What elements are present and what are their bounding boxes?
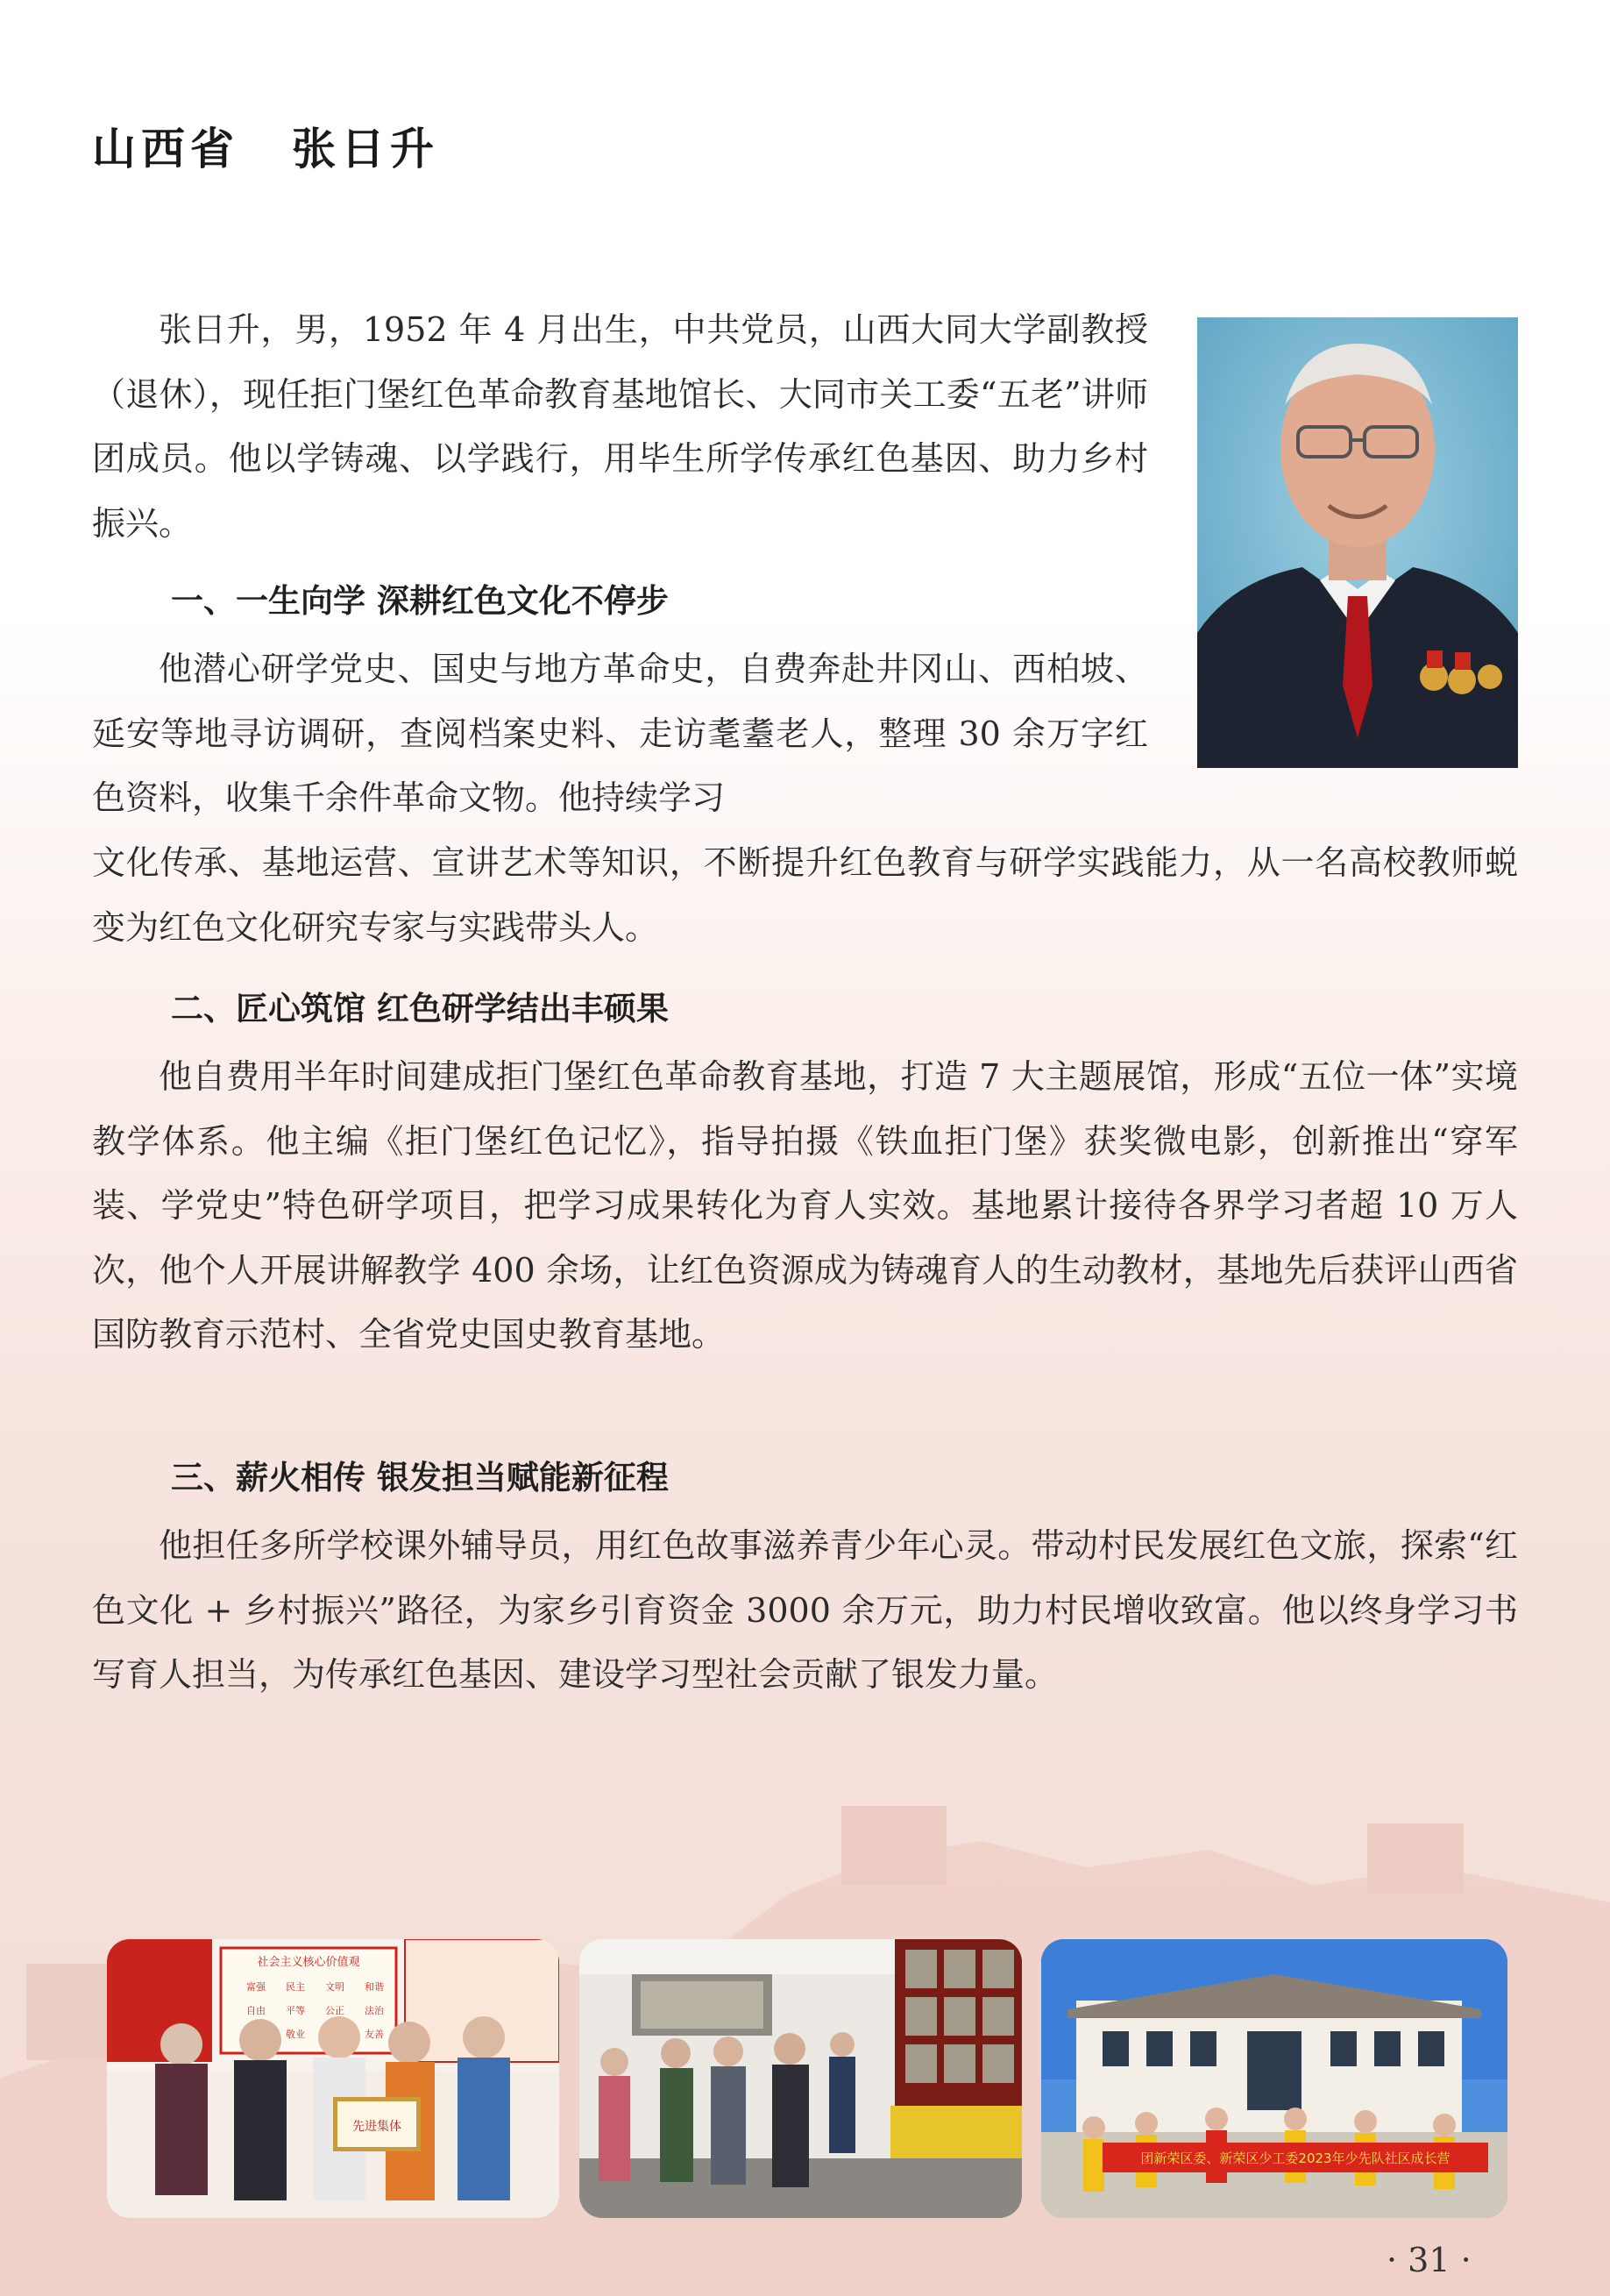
section-2-paragraph: 他自费用半年时间建成拒门堡红色革命教育基地，打造 7 大主题展馆，形成“五位一体”实境教学体系。他主编《拒门堡红色记忆》，指导拍摄《铁血拒门堡》获奖微电影，创新推出“穿军装、学党史”特色研学项目，把学习成果转化为育人实效。基地累计接待各界学习者超 10 万人次，他个人开展讲解教学 400 余场，让红色资源成为铸魂育人的生动教材，基地先后获评山西省国防教育示范村、全省党史国史教育基地。: [92, 1057, 1518, 1354]
photo-exhibition-hall: [579, 1939, 1022, 2218]
section-3-heading: 三、薪火相传 银发担当赋能新征程: [171, 1459, 669, 1496]
section-2-heading: 二、匠心筑馆 红色研学结出丰硕果: [171, 990, 669, 1027]
section-1-paragraph-part1: 他潜心研学党史、国史与地方革命史，自费奔赴井冈山、西柏坡、延安等地寻访调研，查阅档案史料、走访耄耋老人，整理 30 余万字红色资料，收集千余件革命文物。他持续学习: [92, 650, 1148, 818]
value-12: 友善: [365, 2029, 384, 2040]
banner-text: 团新荣区委、新荣区少工委2023年少先队社区成长营: [1140, 2150, 1450, 2166]
value-1: 富强: [246, 1981, 266, 1993]
portrait-photo: [1197, 317, 1518, 768]
value-3: 文明: [325, 1981, 344, 1993]
intro-paragraph: 张日升，男，1952 年 4 月出生，中共党员，山西大同大学副教授（退休），现任拒门堡红色革命教育基地馆长、大同市关工委“五老”讲师团成员。他以学铸魂、以学践行，用毕生所学传承红色基因、助力乡村振兴。: [92, 310, 1148, 543]
page-title: [92, 114, 439, 177]
section-3-paragraph: 他担任多所学校课外辅导员，用红色故事滋养青少年心灵。带动村民发展红色文旅，探索“红色文化 + 乡村振兴”路径，为家乡引育资金 3000 余万元，助力村民增收致富。他以终身学习书写育人担当，为传承红色基因、建设学习型社会贡献了银发力量。: [92, 1526, 1518, 1695]
photo-award-ceremony: [107, 1939, 559, 2218]
value-7: 公正: [325, 2005, 344, 2016]
person-name: 张日升: [292, 124, 439, 174]
province-label: 山西省: [92, 124, 239, 174]
section-1-heading: 一、一生向学 深耕红色文化不停步: [171, 582, 669, 620]
value-2: 民主: [286, 1981, 305, 1993]
section-1-paragraph-part2: 文化传承、基地运营、宣讲艺术等知识，不断提升红色教育与研学实践能力，从一名高校教师蜕变为红色文化研究专家与实践带头人。: [92, 843, 1518, 947]
value-5: 自由: [246, 2005, 266, 2016]
value-6: 平等: [286, 2005, 305, 2016]
value-4: 和谐: [365, 1981, 384, 1993]
certificate-text: 先进集体: [352, 2120, 401, 2134]
value-8: 法治: [365, 2005, 384, 2016]
page-number: · 31 ·: [1387, 2241, 1472, 2279]
value-10: 敬业: [286, 2029, 305, 2040]
board-title: 社会主义核心价值观: [257, 1956, 360, 1969]
photo-youth-camp: [1041, 1939, 1507, 2218]
